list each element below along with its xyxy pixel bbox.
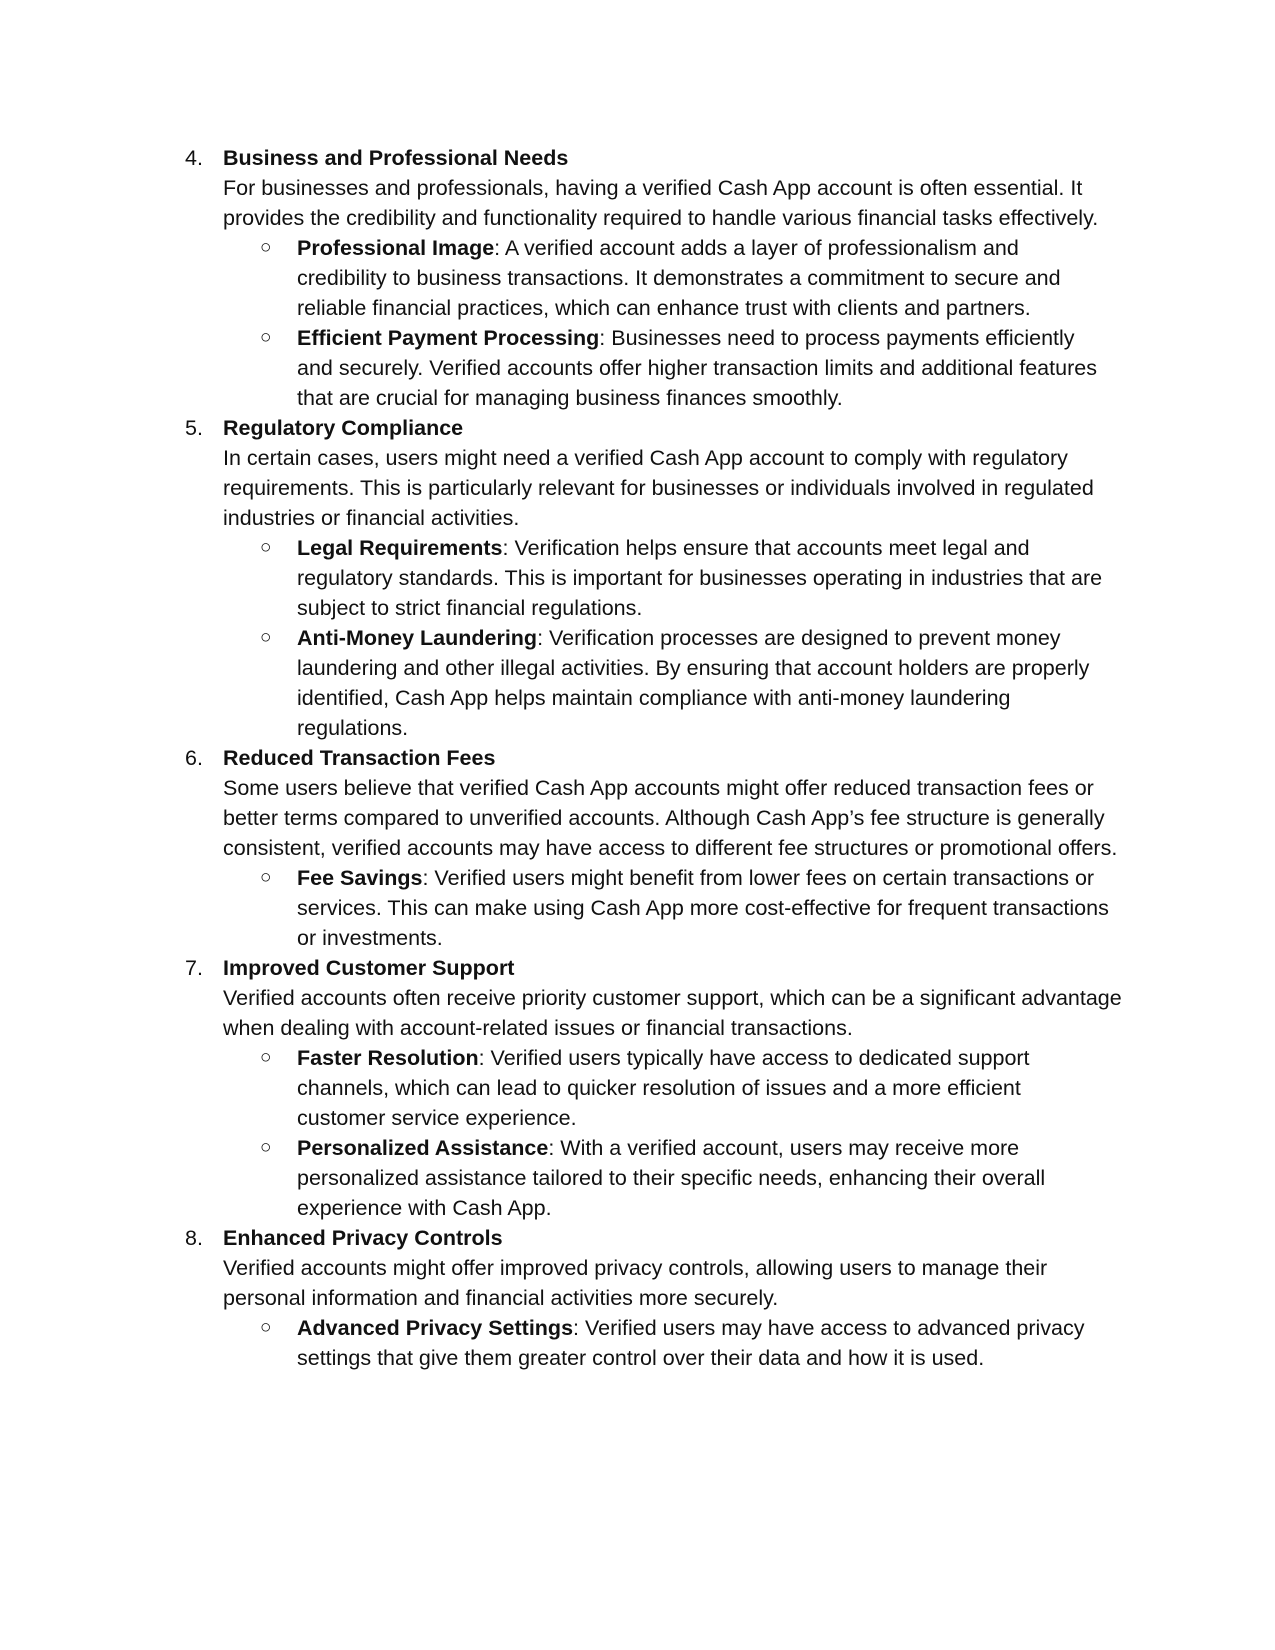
bullet-term: Fee Savings <box>297 866 423 890</box>
section-heading: Improved Customer Support <box>223 956 515 980</box>
bullet-circle-icon: ○ <box>260 627 272 648</box>
bullet-text: : Verified users typically have access to dedicated support channels, which can lead to quicker resolution of issues and a more efficient customer service experience. <box>297 1046 1030 1130</box>
bullet-text: : A verified account adds a layer of professionalism and credibility to business transactions. It demonstrates a commitment to secure and reliable financial practices, which can enhance trust with clients and partners. <box>297 236 1061 320</box>
section-heading: Regulatory Compliance <box>223 416 464 440</box>
section-number: 4. <box>185 146 203 170</box>
bullet-circle-icon: ○ <box>260 537 272 558</box>
bullet-text: : Verification processes are designed to prevent money laundering and other illegal activities. By ensuring that account holders are properly identified, Cash App helps maintain compliance with anti-money laundering regulations. <box>297 626 1090 740</box>
bullet-item <box>223 1043 1109 1133</box>
list-item-section-4 <box>0 143 1123 413</box>
bullet-term: Anti-Money Laundering <box>297 626 538 650</box>
bullet-list <box>223 233 1123 413</box>
section-intro: For businesses and professionals, having a verified Cash App account is often essential. It provides the credibility and functionality required to handle various financial tasks effectively. <box>223 176 1099 230</box>
bullet-text: : With a verified account, users may receive more personalized assistance tailored to their specific needs, enhancing their overall experience with Cash App. <box>297 1136 1046 1220</box>
bullet-item <box>223 863 1109 953</box>
bullet-term: Advanced Privacy Settings <box>297 1316 574 1340</box>
bullet-circle-icon: ○ <box>260 1137 272 1158</box>
list-item-section-8 <box>0 1223 1123 1373</box>
section-intro: Some users believe that verified Cash App accounts might offer reduced transaction fees or better terms compared to unverified accounts. Although Cash App’s fee structure is generally consistent, verified accounts may have access to different fee structures or promotional offers. <box>223 776 1118 860</box>
bullet-text: : Verification helps ensure that accounts meet legal and regulatory standards. This is important for businesses operating in industries that are subject to strict financial regulations. <box>297 536 1103 620</box>
bullet-item <box>223 1133 1109 1223</box>
section-intro: Verified accounts might offer improved privacy controls, allowing users to manage their personal information and financial activities more securely. <box>223 1256 1048 1310</box>
bullet-circle-icon: ○ <box>260 867 272 888</box>
bullet-item <box>223 233 1109 323</box>
bullet-term: Personalized Assistance <box>297 1136 549 1160</box>
bullet-item <box>223 1313 1109 1373</box>
section-heading: Reduced Transaction Fees <box>223 746 496 770</box>
bullet-term: Legal Requirements <box>297 536 503 560</box>
bullet-list <box>223 533 1123 743</box>
section-number: 6. <box>185 746 203 770</box>
section-heading: Enhanced Privacy Controls <box>223 1226 503 1250</box>
bullet-circle-icon: ○ <box>260 327 272 348</box>
list-item-section-5 <box>0 413 1123 743</box>
bullet-item <box>223 623 1109 743</box>
bullet-item <box>223 323 1109 413</box>
bullet-term: Efficient Payment Processing <box>297 326 600 350</box>
bullet-list <box>223 1313 1123 1373</box>
bullet-text: : Verified users may have access to advanced privacy settings that give them greater control over their data and how it is used. <box>297 1316 1085 1370</box>
list-item-section-6 <box>0 743 1123 953</box>
bullet-circle-icon: ○ <box>260 1317 272 1338</box>
bullet-term: Faster Resolution <box>297 1046 479 1070</box>
bullet-text: : Verified users might benefit from lower fees on certain transactions or services. This can make using Cash App more cost-effective for frequent transactions or investments. <box>297 866 1109 950</box>
section-heading: Business and Professional Needs <box>223 146 569 170</box>
list-item-section-7 <box>0 953 1123 1223</box>
section-number: 8. <box>185 1226 203 1250</box>
bullet-text: : Businesses need to process payments efficiently and securely. Verified accounts offer higher transaction limits and additional features that are crucial for managing business finances smoothly. <box>297 326 1097 410</box>
bullet-term: Professional Image <box>297 236 495 260</box>
bullet-circle-icon: ○ <box>260 1047 272 1068</box>
bullet-circle-icon: ○ <box>260 237 272 258</box>
bullet-list <box>223 863 1123 953</box>
section-number: 7. <box>185 956 203 980</box>
document-content <box>0 143 1275 1373</box>
section-intro: In certain cases, users might need a verified Cash App account to comply with regulatory requirements. This is particularly relevant for businesses or individuals involved in regulated industries or financial activities. <box>223 446 1094 530</box>
bullet-list <box>223 1043 1123 1223</box>
section-number: 5. <box>185 416 203 440</box>
section-intro: Verified accounts often receive priority customer support, which can be a significant advantage when dealing with account-related issues or financial transactions. <box>223 986 1122 1040</box>
bullet-item <box>223 533 1109 623</box>
